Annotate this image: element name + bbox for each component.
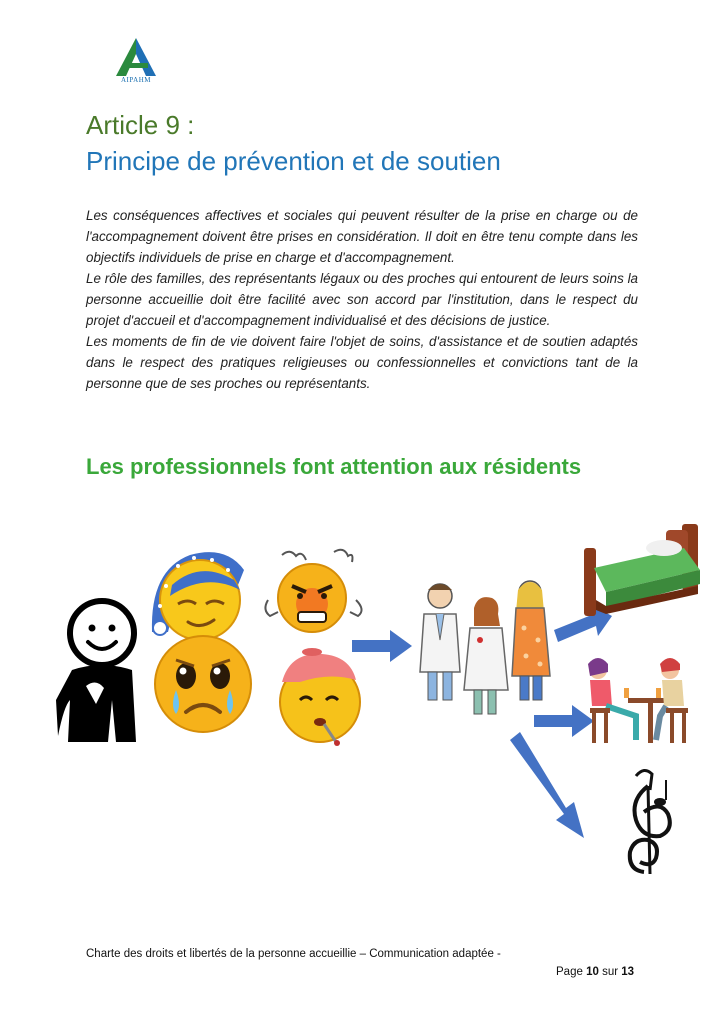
angry-emoji-icon <box>265 550 361 632</box>
page-label: Page <box>556 966 583 978</box>
page-sep: sur <box>602 966 619 978</box>
caregivers-icon <box>420 581 550 714</box>
aipahm-logo <box>108 36 164 88</box>
article-number: Article 9 : <box>86 110 195 140</box>
paragraph-1: Les conséquences affectives et sociales qui peuvent résulter de la prise en charge ou de l'accompagnement doivent être prises en considération. Il doit en être tenu compte dans les objectifs individuels de prise en charge et d'accompagnement. <box>86 208 638 265</box>
sleepy-emoji-icon <box>152 552 244 640</box>
crying-emoji-icon <box>155 636 251 732</box>
logo-a-icon <box>108 36 164 80</box>
music-note-icon <box>630 770 670 874</box>
illustration <box>0 505 724 885</box>
bed-icon <box>584 524 700 616</box>
paragraph-3: Les moments de fin de vie doivent faire l'objet de soins, d'assistance et de soutien adaptés dans le respect des pratiques religieuses ou confessionnelles et convictions tant de la personne que de ses proches ou représentants. <box>86 334 638 391</box>
illustration-heading: Les professionnels font attention aux résidents <box>86 454 582 479</box>
friends-drinking-icon <box>588 658 688 743</box>
person-pictogram-icon <box>56 601 136 742</box>
arrow-icon <box>352 630 412 662</box>
paragraph-2: Le rôle des familles, des représentants légaux ou des proches qui entourent de leurs soins la personne accueillie doit être facilité avec son accord par l'institution, dans le respect du projet d'accueil et d'accompagnement individualisé et des décisions de justice. <box>86 271 638 328</box>
footer-text: Charte des droits et libertés de la personne accueillie – Communication adaptée - <box>86 948 501 960</box>
article-body <box>86 205 638 394</box>
arrow-icon <box>534 705 594 737</box>
arrow-icon <box>510 732 584 838</box>
page-total: 13 <box>621 966 635 978</box>
page-number <box>556 966 634 978</box>
sick-emoji-icon <box>280 648 360 746</box>
article-title: Principe de prévention et de soutien <box>86 146 501 176</box>
logo-text: AIPAHM <box>121 76 151 84</box>
page-current: 10 <box>586 966 599 978</box>
